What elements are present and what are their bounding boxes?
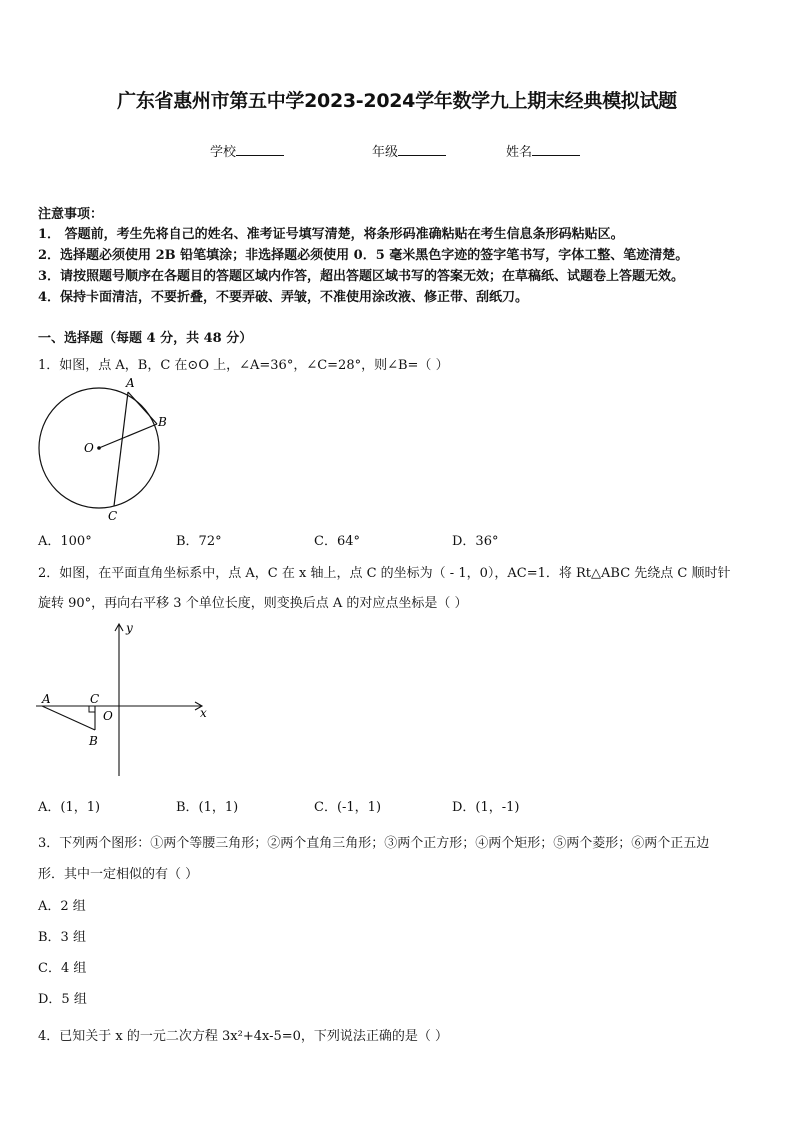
q2-choice-b[interactable]: B．(1，1) <box>176 800 239 815</box>
section-heading: 一、选择题（每题 4 分，共 48 分） <box>38 331 253 346</box>
q2-stem-line1: 2．如图，在平面直角坐标系中，点 A，C 在 x 轴上，点 C 的坐标为（ - 1，0），AC=1．将 Rt△ABC 先绕点 C 顺时针 <box>38 566 731 581</box>
name-label: 姓名 <box>506 145 533 160</box>
notice-item: 3．请按照题号顺序在各题目的答题区域内作答，超出答题区域书写的答案无效；在草稿纸、试题卷上答题无效。 <box>38 269 685 284</box>
segment-ab <box>42 706 95 730</box>
label-x: x <box>200 706 207 720</box>
q1-stem: 1．如图，点 A，B，C 在⊙O 上，∠A=36°，∠C=28°，则∠B=（ ） <box>38 358 449 373</box>
page-title: 广东省惠州市第五中学2023-2024学年数学九上期末经典模拟试题 <box>117 90 677 112</box>
label-o: O <box>84 441 94 455</box>
school-field <box>210 141 284 160</box>
notice-item: 1． 答题前，考生先将自己的姓名、准考证号填写清楚，将条形码准确粘贴在考生信息条形码粘贴区。 <box>38 227 624 242</box>
q1-circle-figure <box>30 374 180 524</box>
name-blank[interactable] <box>532 143 580 156</box>
notice-item: 2．选择题必须使用 2B 铅笔填涂；非选择题必须使用 0．5 毫米黑色字迹的签字笔书写，字体工整、笔迹清楚。 <box>38 248 689 263</box>
q1-choice-a[interactable]: A．100° <box>38 534 92 549</box>
label-c: C <box>108 509 118 523</box>
label-y: y <box>126 621 133 635</box>
q1-choice-b[interactable]: B．72° <box>176 534 222 549</box>
q1-choice-d[interactable]: D．36° <box>452 534 499 549</box>
notice-heading: 注意事项： <box>38 207 104 222</box>
q3-choice-d[interactable]: D．5 组 <box>38 992 87 1007</box>
q3-choice-a[interactable]: A．2 组 <box>38 899 86 914</box>
label-b: B <box>158 415 167 429</box>
q3-stem-line2: 形．其中一定相似的有（ ） <box>38 867 199 882</box>
label-c: C <box>90 692 100 706</box>
name-field <box>506 141 580 160</box>
right-angle-mark <box>89 706 95 712</box>
q4-stem: 4．已知关于 x 的一元二次方程 3x²+4x-5=0，下列说法正确的是（ ） <box>38 1029 449 1044</box>
school-blank[interactable] <box>236 143 284 156</box>
school-label: 学校 <box>210 145 237 160</box>
grade-field <box>372 141 446 160</box>
segment-ab <box>128 392 157 424</box>
segment-ac <box>114 392 128 506</box>
label-a: A <box>42 692 51 706</box>
q2-stem-line2: 旋转 90°，再向右平移 3 个单位长度，则变换后点 A 的对应点坐标是（ ） <box>38 596 468 611</box>
segment-ob <box>99 424 157 448</box>
label-b: B <box>89 734 98 748</box>
q1-choice-c[interactable]: C．64° <box>314 534 360 549</box>
q3-choice-c[interactable]: C．4 组 <box>38 961 87 976</box>
grade-label: 年级 <box>372 145 399 160</box>
center-point <box>97 446 101 450</box>
label-a: A <box>126 376 135 390</box>
q2-coordinate-figure <box>34 618 224 780</box>
q2-choice-a[interactable]: A．(1，1) <box>38 800 101 815</box>
grade-blank[interactable] <box>398 143 446 156</box>
notice-item: 4．保持卡面清洁，不要折叠，不要弄破、弄皱，不准使用涂改液、修正带、刮纸刀。 <box>38 290 529 305</box>
q3-stem-line1: 3．下列两个图形：①两个等腰三角形；②两个直角三角形；③两个正方形；④两个矩形；⑤两个菱形；⑥两个正五边 <box>38 836 710 851</box>
q2-choice-d[interactable]: D．(1，-1) <box>452 800 520 815</box>
label-o: O <box>103 709 113 723</box>
q3-choice-b[interactable]: B．3 组 <box>38 930 86 945</box>
q2-choice-c[interactable]: C．(-1，1) <box>314 800 382 815</box>
